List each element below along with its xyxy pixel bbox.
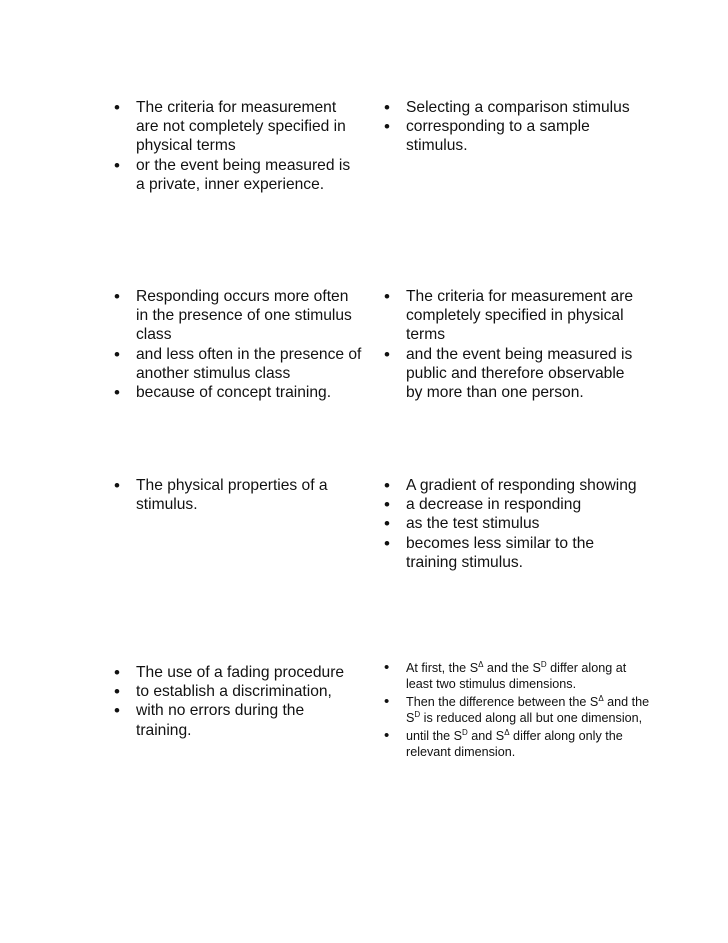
list-item <box>382 694 650 726</box>
list-item: • to establish a discrimination, <box>112 682 362 701</box>
list-item: • becomes less similar to the training stimulus. <box>382 534 642 572</box>
list-item: • The criteria for measurement are not completely specified in physical terms <box>112 98 362 156</box>
list-item <box>382 728 650 760</box>
list-item: • The physical properties of a stimulus. <box>112 476 362 514</box>
text-fragment: and the S <box>406 695 650 725</box>
list-item: • with no errors during the training. <box>112 701 362 739</box>
list-item: • Selecting a comparison stimulus <box>382 98 642 117</box>
list-item: • because of concept training. <box>112 383 362 402</box>
card-2-right-list <box>382 287 642 402</box>
text-fragment: At first, the S <box>406 661 479 675</box>
text-fragment: differ along only the relevant dimension. <box>406 729 623 759</box>
card-1-right-list <box>382 98 642 156</box>
card-3-left-list <box>112 476 362 514</box>
list-item: • The use of a fading procedure <box>112 663 362 682</box>
text-fragment: and the S <box>483 661 541 675</box>
card-1-left-list <box>112 98 362 194</box>
card-2-left-list <box>112 287 362 402</box>
s-d-superscript: D <box>540 659 547 669</box>
s-delta-superscript: Δ <box>504 727 510 737</box>
text-fragment: is reduced along all but one dimension, <box>420 711 643 725</box>
list-item <box>382 660 650 692</box>
list-item: • and less often in the presence of another stimulus class <box>112 345 362 383</box>
list-item: • corresponding to a sample stimulus. <box>382 117 642 155</box>
text-fragment: until the S <box>406 729 463 743</box>
text-fragment: Then the difference between the S <box>406 695 599 709</box>
list-item: • The criteria for measurement are completely specified in physical terms <box>382 287 642 345</box>
card-4-left-list <box>112 663 362 740</box>
s-delta-superscript: Δ <box>478 659 484 669</box>
text-fragment: and S <box>467 729 505 743</box>
list-item: • A gradient of responding showing <box>382 476 642 495</box>
list-item: • as the test stimulus <box>382 514 642 533</box>
s-d-superscript: D <box>462 727 468 737</box>
list-item: • and the event being measured is public and therefore observable by more than one person. <box>382 345 642 403</box>
s-delta-superscript: Δ <box>598 693 604 703</box>
list-item: • or the event being measured is a private, inner experience. <box>112 156 362 194</box>
card-4-right-list <box>382 660 650 762</box>
s-d-superscript: D <box>414 709 421 719</box>
card-3-right-list <box>382 476 642 572</box>
list-item: • a decrease in responding <box>382 495 642 514</box>
list-item: • Responding occurs more often in the presence of one stimulus class <box>112 287 362 345</box>
text-fragment: differ along at least two stimulus dimensions. <box>406 661 627 691</box>
